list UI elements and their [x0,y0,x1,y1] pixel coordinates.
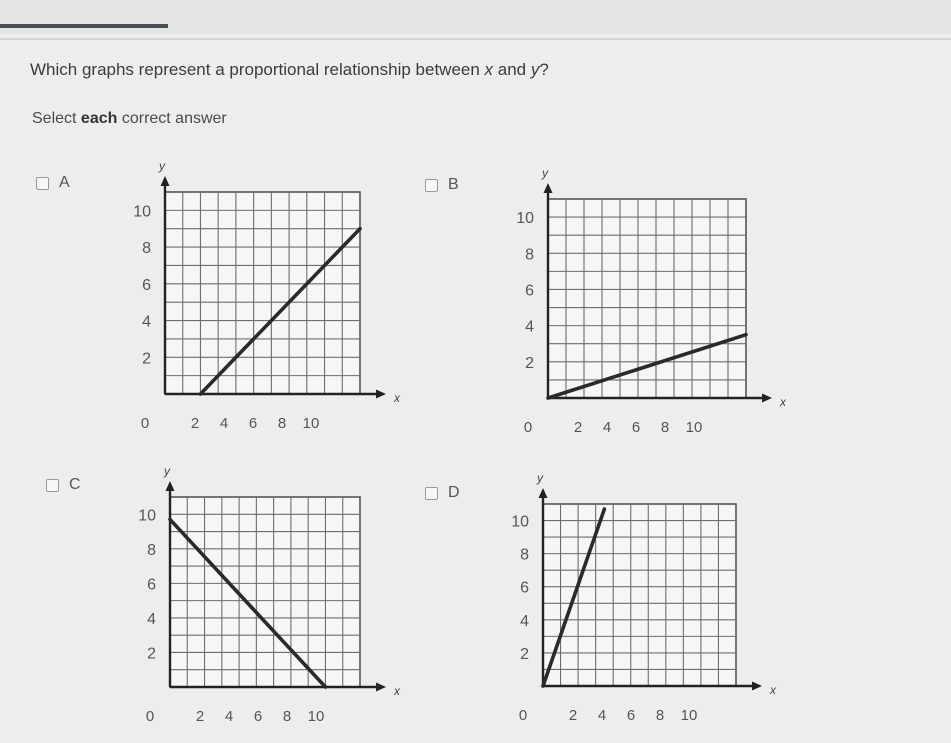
graph-b-x-tick-label: 10 [685,419,703,436]
question-var-y: y [530,60,540,79]
graph-d-x-axis-label: x [770,683,776,697]
question-text-mid: and [493,60,531,79]
question-var-x: x [484,60,494,79]
graph-c-x-axis-label: x [394,684,400,698]
graph-d-y-tick-label: 10 [511,513,529,531]
graph-a-y-tick-label: 10 [133,203,151,221]
graph-c-x-tick-label: 4 [224,708,234,725]
graph-c-x-tick-label: 0 [145,708,155,725]
graph-b [500,166,786,440]
graph-a-x-axis-arrow [376,390,386,399]
option-c-label: C [69,476,81,493]
graph-b-y-axis-arrow [544,183,553,193]
graph-d-plot-area [543,504,736,686]
graph-c-y-axis-label: y [164,464,170,478]
instruction-post: correct answer [117,110,227,127]
graph-b-x-tick-label: 8 [660,419,670,436]
graph-a-x-tick-label: 6 [248,415,258,432]
graph-c-x-tick-label: 2 [195,708,205,725]
graph-b-y-tick-label: 4 [525,318,534,336]
graph-c-y-tick-label: 6 [147,576,156,594]
graph-a-x-tick-label: 0 [140,415,150,432]
graph-c-y-tick-label: 8 [147,541,156,559]
graph-a-x-tick-label: 2 [190,415,200,432]
graph-c-x-tick-label: 10 [307,708,325,725]
instruction-pre: Select [32,110,81,127]
graph-d-x-tick-label: 2 [568,707,578,724]
graph-b-y-tick-label: 8 [525,246,534,264]
graph-a-y-tick-label: 2 [142,350,151,368]
header-divider [0,38,951,40]
graph-c-y-tick-label: 10 [138,507,156,525]
graph-d-y-tick-label: 4 [520,612,529,630]
graph-d-y-axis-label: y [537,471,543,485]
graph-c-x-tick-label: 8 [282,708,292,725]
graph-d-x-tick-label: 0 [518,707,528,724]
graph-b-x-axis-arrow [762,394,772,403]
option-c[interactable] [46,476,81,494]
graph-a-y-axis-arrow [161,176,170,186]
graph-a-plot-area [165,192,360,394]
graph-b-y-axis-label: y [542,166,548,180]
graph-d-x-tick-label: 10 [680,707,698,724]
option-d-checkbox[interactable] [425,487,438,500]
graph-a [110,159,400,445]
question-text-start: Which graphs represent a proportional relationship between [30,60,485,79]
graph-c-y-axis-arrow [166,481,175,491]
top-bar [0,0,951,34]
graph-b-x-tick-label: 6 [631,419,641,436]
option-a-label: A [59,174,70,191]
graph-a-y-tick-label: 6 [142,276,151,294]
question-text [30,60,549,80]
graph-c [115,464,400,725]
graph-d [495,471,776,730]
option-a-checkbox[interactable] [36,177,49,190]
graph-a-x-tick-label: 4 [219,415,229,432]
graph-a-x-axis-label: x [394,391,400,405]
graph-b-x-tick-label: 2 [573,419,583,436]
graph-d-x-tick-label: 6 [626,707,636,724]
graph-a-y-tick-label: 8 [142,240,151,258]
graph-d-x-axis-arrow [752,682,762,691]
option-b[interactable] [425,176,459,194]
graph-d-y-tick-label: 6 [520,579,529,597]
graph-d-x-tick-label: 4 [597,707,607,724]
graph-d-y-tick-label: 8 [520,546,529,564]
question-text-end: ? [539,60,549,79]
graph-a-y-axis-label: y [159,159,165,173]
graph-d-y-tick-label: 2 [520,645,529,663]
graph-c-plot-area [170,497,360,687]
graph-b-x-tick-label: 0 [523,419,533,436]
graph-b-x-axis-label: x [780,395,786,409]
instruction-text [32,110,227,128]
option-b-checkbox[interactable] [425,179,438,192]
graph-d-y-axis-arrow [539,488,548,498]
option-c-checkbox[interactable] [46,479,59,492]
graph-a-y-tick-label: 4 [142,313,151,331]
option-d-label: D [448,484,460,501]
option-b-label: B [448,176,459,193]
graph-a-x-tick-label: 8 [277,415,287,432]
graph-b-y-tick-label: 2 [525,354,534,372]
graph-a-x-tick-label: 10 [302,415,320,432]
graph-b-x-tick-label: 4 [602,419,612,436]
graph-c-y-tick-label: 4 [147,610,156,628]
graph-c-x-axis-arrow [376,683,386,692]
option-d[interactable] [425,484,460,502]
option-a[interactable] [36,174,70,192]
graph-c-x-tick-label: 6 [253,708,263,725]
graph-b-y-tick-label: 6 [525,282,534,300]
graph-b-y-tick-label: 10 [516,210,534,228]
graph-c-y-tick-label: 2 [147,645,156,663]
graph-d-x-tick-label: 8 [655,707,665,724]
active-tab-indicator [0,24,168,28]
instruction-bold: each [80,110,118,127]
